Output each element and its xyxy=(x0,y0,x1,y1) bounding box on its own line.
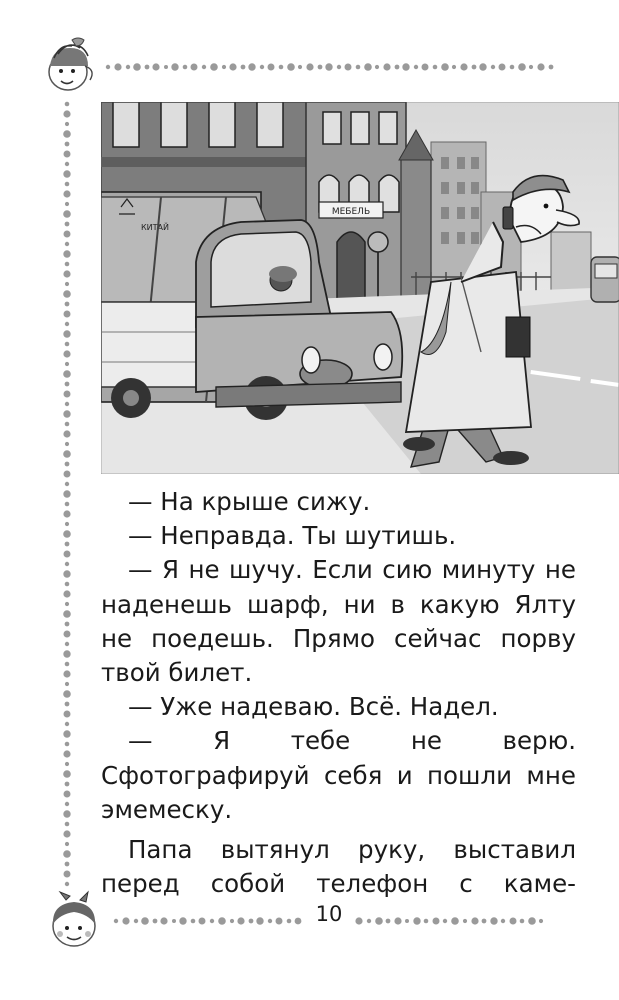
road-sign xyxy=(368,232,388,252)
street-scene-illustration xyxy=(101,102,619,474)
bottom-dotted-border-right xyxy=(355,914,555,928)
bottom-corner-face-icon xyxy=(40,890,112,952)
paragraph: — Неправда. Ты шутишь. xyxy=(128,521,457,551)
left-dotted-border xyxy=(60,100,74,890)
paragraph: Папа вытянул руку, выставил перед собой телефон с каме- xyxy=(101,835,576,899)
paragraph: — На крыше сижу. xyxy=(128,487,371,516)
bottom-dotted-border-left xyxy=(112,914,302,928)
paragraph: — Я не шучу. Если сию минуту не наденешь шарф, ни в какую Ялту не поедешь. Прямо сейчас порву твой билет. xyxy=(101,555,576,688)
top-corner-face-icon xyxy=(38,36,104,98)
story-text xyxy=(101,485,576,901)
top-dotted-border xyxy=(104,60,556,74)
distant-car xyxy=(591,257,619,302)
paragraph: — Я тебе не верю. Сфотографируй себя и пошли мне эмемеску. xyxy=(101,726,576,824)
page-number: 10 xyxy=(315,902,343,926)
paragraph: — Уже надеваю. Всё. Надел. xyxy=(128,692,499,722)
shop-sign-text: МЕБЕЛЬ xyxy=(331,207,371,217)
box-label: КИТАЙ xyxy=(141,223,170,232)
